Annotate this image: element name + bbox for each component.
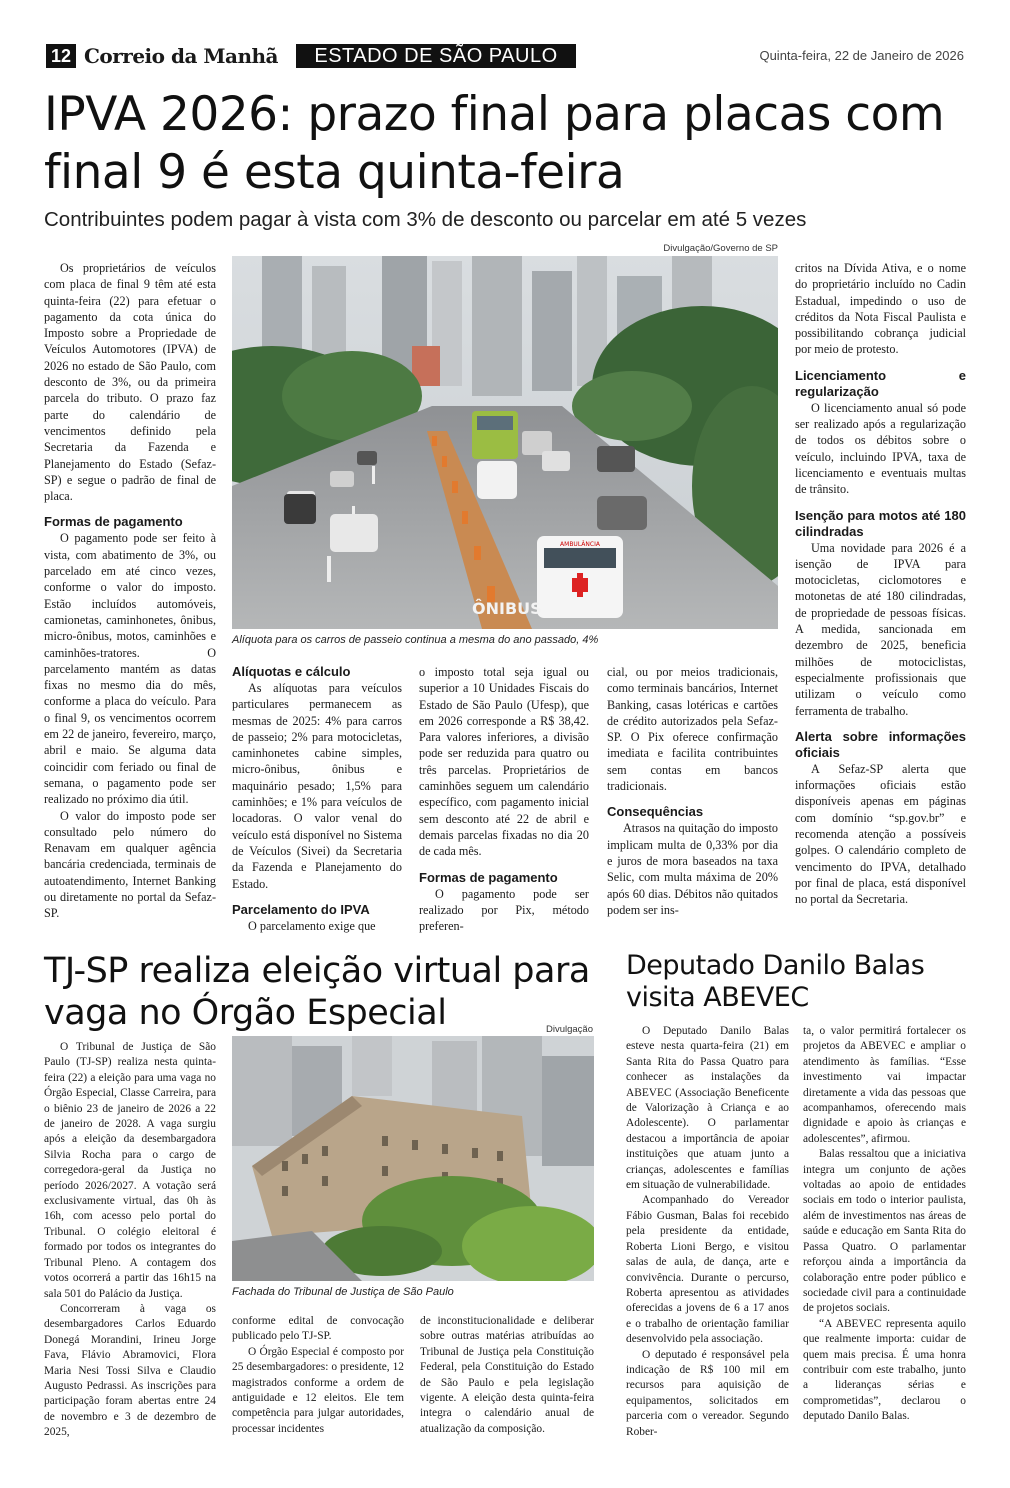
article1-headline: IPVA 2026: prazo final para placas com final 9 é esta quinta-feira bbox=[44, 87, 945, 200]
road-bus-lane-label: ÔNIBUS bbox=[472, 599, 542, 618]
paragraph: As alíquotas para veículos particulares permanecem as mesmas de 2025: 4% para carros de passeio; 2% para motocicletas, caminhonetes cabine simples, micro-ônibus, ônibus e maquinário pesado; 1,5% para caminhões; e 1% para veículos de locadoras. O valor venal do veículo está disponível no Sistema de Veículos (Sivei) da Secretaria da Fazenda e Planejamento do Estado. bbox=[232, 681, 402, 891]
paragraph: o imposto total seja igual ou superior a 10 Unidades Fiscais do Estado de São Paulo (Ufesp), que em 2026 corresponde a R$ 38,42. Para valores inferiores, a divisão pode ser reduzida para quatro ou três parcelas. Proprietários de caminhões seguem um calendário específico, com pagamento inicial sem desconto até 22 de abril e demais parcelas fixadas no dia 20 de cada mês. bbox=[419, 665, 589, 859]
paragraph: “A ABEVEC representa aquilo que realmente importa: cuidar de quem mais precisa. É uma honra contribuir com este trabalho, junto a lideranças sérias e comprometidas”, declarou o deputado Danilo Balas. bbox=[803, 1317, 966, 1423]
paragraph: Concorreram à vaga os desembargadores Carlos Eduardo Donegá Morandini, Irineu Jorge Fava, Flávio Abramovici, Flora Maria Nesi Tossi Silva e Claudio Augusto Pedrassi. As inscrições para participação foram abertas entre 24 de novembro e 3 de dezembro de 2025, bbox=[44, 1302, 216, 1439]
article2-photo-credit: Divulgação bbox=[546, 1024, 593, 1035]
paragraph: cial, ou por meios tradicionais, como terminais bancários, Internet Banking, casas lotéricas e cartões de crédito autorizados pela Sefaz-SP. O Pix oferece confirmação imediata e facilita contribuintes sem contas em bancos tradicionais. bbox=[607, 665, 778, 794]
paragraph: O Órgão Especial é composto por 25 desembargadores: o presidente, 12 magistrados conforme a ordem de antiguidade e 12 eleitos. Ele tem competência para julgar autoridades, processar incidentes bbox=[232, 1345, 404, 1435]
paragraph: Atrasos na quitação do imposto implicam multa de 0,33% por dia e juros de mora baseados na taxa Selic, com multa máxima de 20% após 60 dias. Débitos não quitados podem ser ins- bbox=[607, 821, 778, 917]
article2-column-2 bbox=[232, 1314, 404, 1437]
subheading: Consequências bbox=[607, 804, 704, 820]
subheading: Parcelamento do IPVA bbox=[232, 901, 370, 917]
paragraph: O valor do imposto pode ser consultado pelo número do Renavam em qualquer agência bancária credenciada, terminais de autoatendimento, Internet Banking ou diretamente no portal da Sefaz-SP. bbox=[44, 808, 216, 921]
article2-photo-caption: Fachada do Tribunal de Justiça de São Paulo bbox=[232, 1286, 454, 1298]
paragraph: critos na Dívida Ativa, e o nome do proprietário incluído no Cadin Estadual, impedindo o uso de créditos da Nota Fiscal Paulista e possibilitando cobrança judicial por meio de protesto. bbox=[795, 261, 966, 357]
article1-photo-caption: Alíquota para os carros de passeio continua a mesma do ano passado, 4% bbox=[232, 634, 599, 646]
page-number: 12 bbox=[46, 44, 76, 68]
paragraph: O licenciamento anual só pode ser realizado após a regularização de todos os débitos sobre o veículo, incluindo IPVA, taxa de licenciamento e eventuais multas de trânsito. bbox=[795, 400, 966, 497]
article2-photo bbox=[232, 1036, 594, 1281]
subheading: Alerta sobre informações oficiais bbox=[795, 728, 966, 760]
subheading: Alíquotas e cálculo bbox=[232, 664, 351, 679]
paragraph: O pagamento pode ser feito à vista, com abatimento de 3%, ou parcelado em até cinco vezes, conforme o valor do imposto. Estão incluídos automóveis, camionetas, caminhonetes, ônibus, micro-ônibus, motos, caminhões e caminhões-tratores. O parcelamento mantém as datas fixas no mesmo dia do mês, conforme a placa do veículo. Para o final 9, os vencimentos ocorrem em 22 de janeiro, fevereiro, março, abril e maio. Se alguma data coincidir com feriado ou final de semana, o pagamento pode ser realizado no próximo dia útil. bbox=[44, 531, 216, 807]
paragraph: Balas ressaltou que a iniciativa integra um conjunto de ações voltadas ao apoio de entidades sociais em todo o interior paulista, além de investimentos nas áreas de saúde e educação em Santa Rita do Passa Quatro. O parlamentar reforçou ainda a importância da colaboração entre poder público e sociedade civil para a continuidade de projetos sociais. bbox=[803, 1148, 966, 1315]
paragraph: conforme edital de convocação publicado pelo TJ-SP. bbox=[232, 1315, 404, 1343]
article1-photo-credit: Divulgação/Governo de SP bbox=[663, 243, 778, 254]
article2-headline: TJ-SP realiza eleição virtual para vaga no Órgão Especial bbox=[44, 951, 590, 1033]
masthead-logo: Correio da Manhã bbox=[84, 44, 279, 68]
paragraph: O parcelamento exige que bbox=[248, 918, 376, 933]
subheading: Isenção para motos até 180 cilindradas bbox=[795, 507, 966, 539]
paragraph: Uma novidade para 2026 é a isenção de IPVA para motocicletas, ciclomotores e motonetas de até 180 cilindradas, de propriedade de pessoas físicas. A medida, sancionada em dezembro de 2025, beneficia milhões de motociclistas, especialmente profissionais que utilizam o veículo como ferramenta de trabalho. bbox=[795, 540, 966, 718]
paragraph: Acompanhado do Vereador Fábio Gusman, Balas foi recebido pela presidente da entidade, Roberta Lioni Bergo, e visitou salas de aula, de dança, arte e convivência. Durante o percurso, Roberta apresentou as atividades oferecidas a jovens de 6 a 17 anos e o trabalho de orientação familiar desenvolvido pela associação. bbox=[626, 1194, 789, 1346]
article3-headline: Deputado Danilo Balas visita ABEVEC bbox=[626, 950, 925, 1013]
article1-photo bbox=[232, 256, 778, 629]
traffic-photo-illustration bbox=[232, 256, 778, 629]
article1-column-3 bbox=[419, 664, 589, 934]
article1-column-2 bbox=[232, 664, 402, 934]
article2-column-3 bbox=[420, 1314, 594, 1437]
paragraph: O deputado é responsável pela indicação de R$ 100 mil em recursos para aquisição de equipamentos, solicitados em parceria com o vereador. Segundo Rober- bbox=[626, 1348, 789, 1438]
ambulance-label: AMBULÂNCIA bbox=[560, 541, 600, 548]
courthouse-photo-illustration bbox=[232, 1036, 594, 1281]
article2-column-1 bbox=[44, 1040, 216, 1441]
paragraph: O Deputado Danilo Balas esteve nesta quarta-feira (21) em Santa Rita do Passa Quatro para conhecer as instalações da ABEVEC (Associação Beneficente de Valorização à Criança e ao Adolescente). O parlamentar destacou a importância de apoiar instituições que atuam junto a crianças, adolescentes e famílias em situação de vulnerabilidade. bbox=[626, 1025, 789, 1192]
section-title: ESTADO DE SÃO PAULO bbox=[296, 44, 576, 68]
paragraph: O pagamento pode ser realizado por Pix, método preferen- bbox=[419, 886, 589, 934]
paragraph: ta, o valor permitirá fortalecer os projetos da ABEVEC e ampliar o atendimento às famílias. “Esse investimento vai impactar diretamente a vida das pessoas que acompanhamos, oferecendo mais dignidade e apoio às crianças e adolescentes”, afirmou. bbox=[803, 1025, 966, 1145]
article3-column-2 bbox=[803, 1024, 966, 1425]
subheading: Licenciamento e regularização bbox=[795, 367, 966, 399]
subheading: Formas de pagamento bbox=[419, 869, 558, 885]
paragraph: O Tribunal de Justiça de São Paulo (TJ-SP) realiza nesta quinta-feira (22) a eleição para uma vaga no Órgão Especial, Classe Carreira, para o biênio 23 de janeiro de 2026 a 22 de janeiro de 2028. A vaga surgiu após a eleição da desembargadora Silvia Rocha para o cargo de corregedora-geral da Justiça no período 2026/2027. A votação será exclusivamente virtual, das 0h às 16h, com acesso pelo portal do Tribunal. O colégio eleitoral é formado por todos os integrantes do Tribunal Pleno. A contagem dos votos ocorrerá a partir das 16h15 na sala 501 do Palácio da Justiça. bbox=[44, 1041, 216, 1300]
article1-subheadline: Contribuintes podem pagar à vista com 3% de desconto ou parcelar em até 5 vezes bbox=[44, 208, 807, 231]
article1-column-4 bbox=[607, 664, 778, 918]
article1-column-1 bbox=[44, 260, 216, 922]
article1-column-5 bbox=[795, 260, 966, 908]
edition-date: Quinta-feira, 22 de Janeiro de 2026 bbox=[759, 48, 964, 63]
paragraph: de inconstitucionalidade e deliberar sobre outras matérias atribuídas ao Tribunal de Justiça pela Constituição Federal, pela Constituição do Estado de São Paulo e pela legislação vigente. A eleição desta quinta-feira integra o calendário anual de atualização da composição. bbox=[420, 1315, 594, 1435]
paragraph: A Sefaz-SP alerta que informações oficiais estão disponíveis apenas em páginas com domínio “sp.gov.br” e recomenda atenção a possíveis golpes. O calendário completo de vencimento do IPVA, detalhado por final de placa, está disponível no portal da Secretaria. bbox=[795, 761, 966, 907]
subheading: Formas de pagamento bbox=[44, 514, 183, 530]
article3-column-1 bbox=[626, 1024, 789, 1440]
paragraph: Os proprietários de veículos com placa de final 9 têm até esta quinta-feira (22) para efetuar o pagamento da cota única do Imposto sobre a Propriedade de Veículos Automotores (IPVA) de 2026 no estado de São Paulo, com desconto de 3%, ou da primeira parcela do tributo. O prazo faz parte do calendário de vencimentos definido pela Secretaria da Fazenda e Planejamento do Estado (Sefaz-SP) e segue o padrão de final de placa. bbox=[44, 261, 216, 504]
